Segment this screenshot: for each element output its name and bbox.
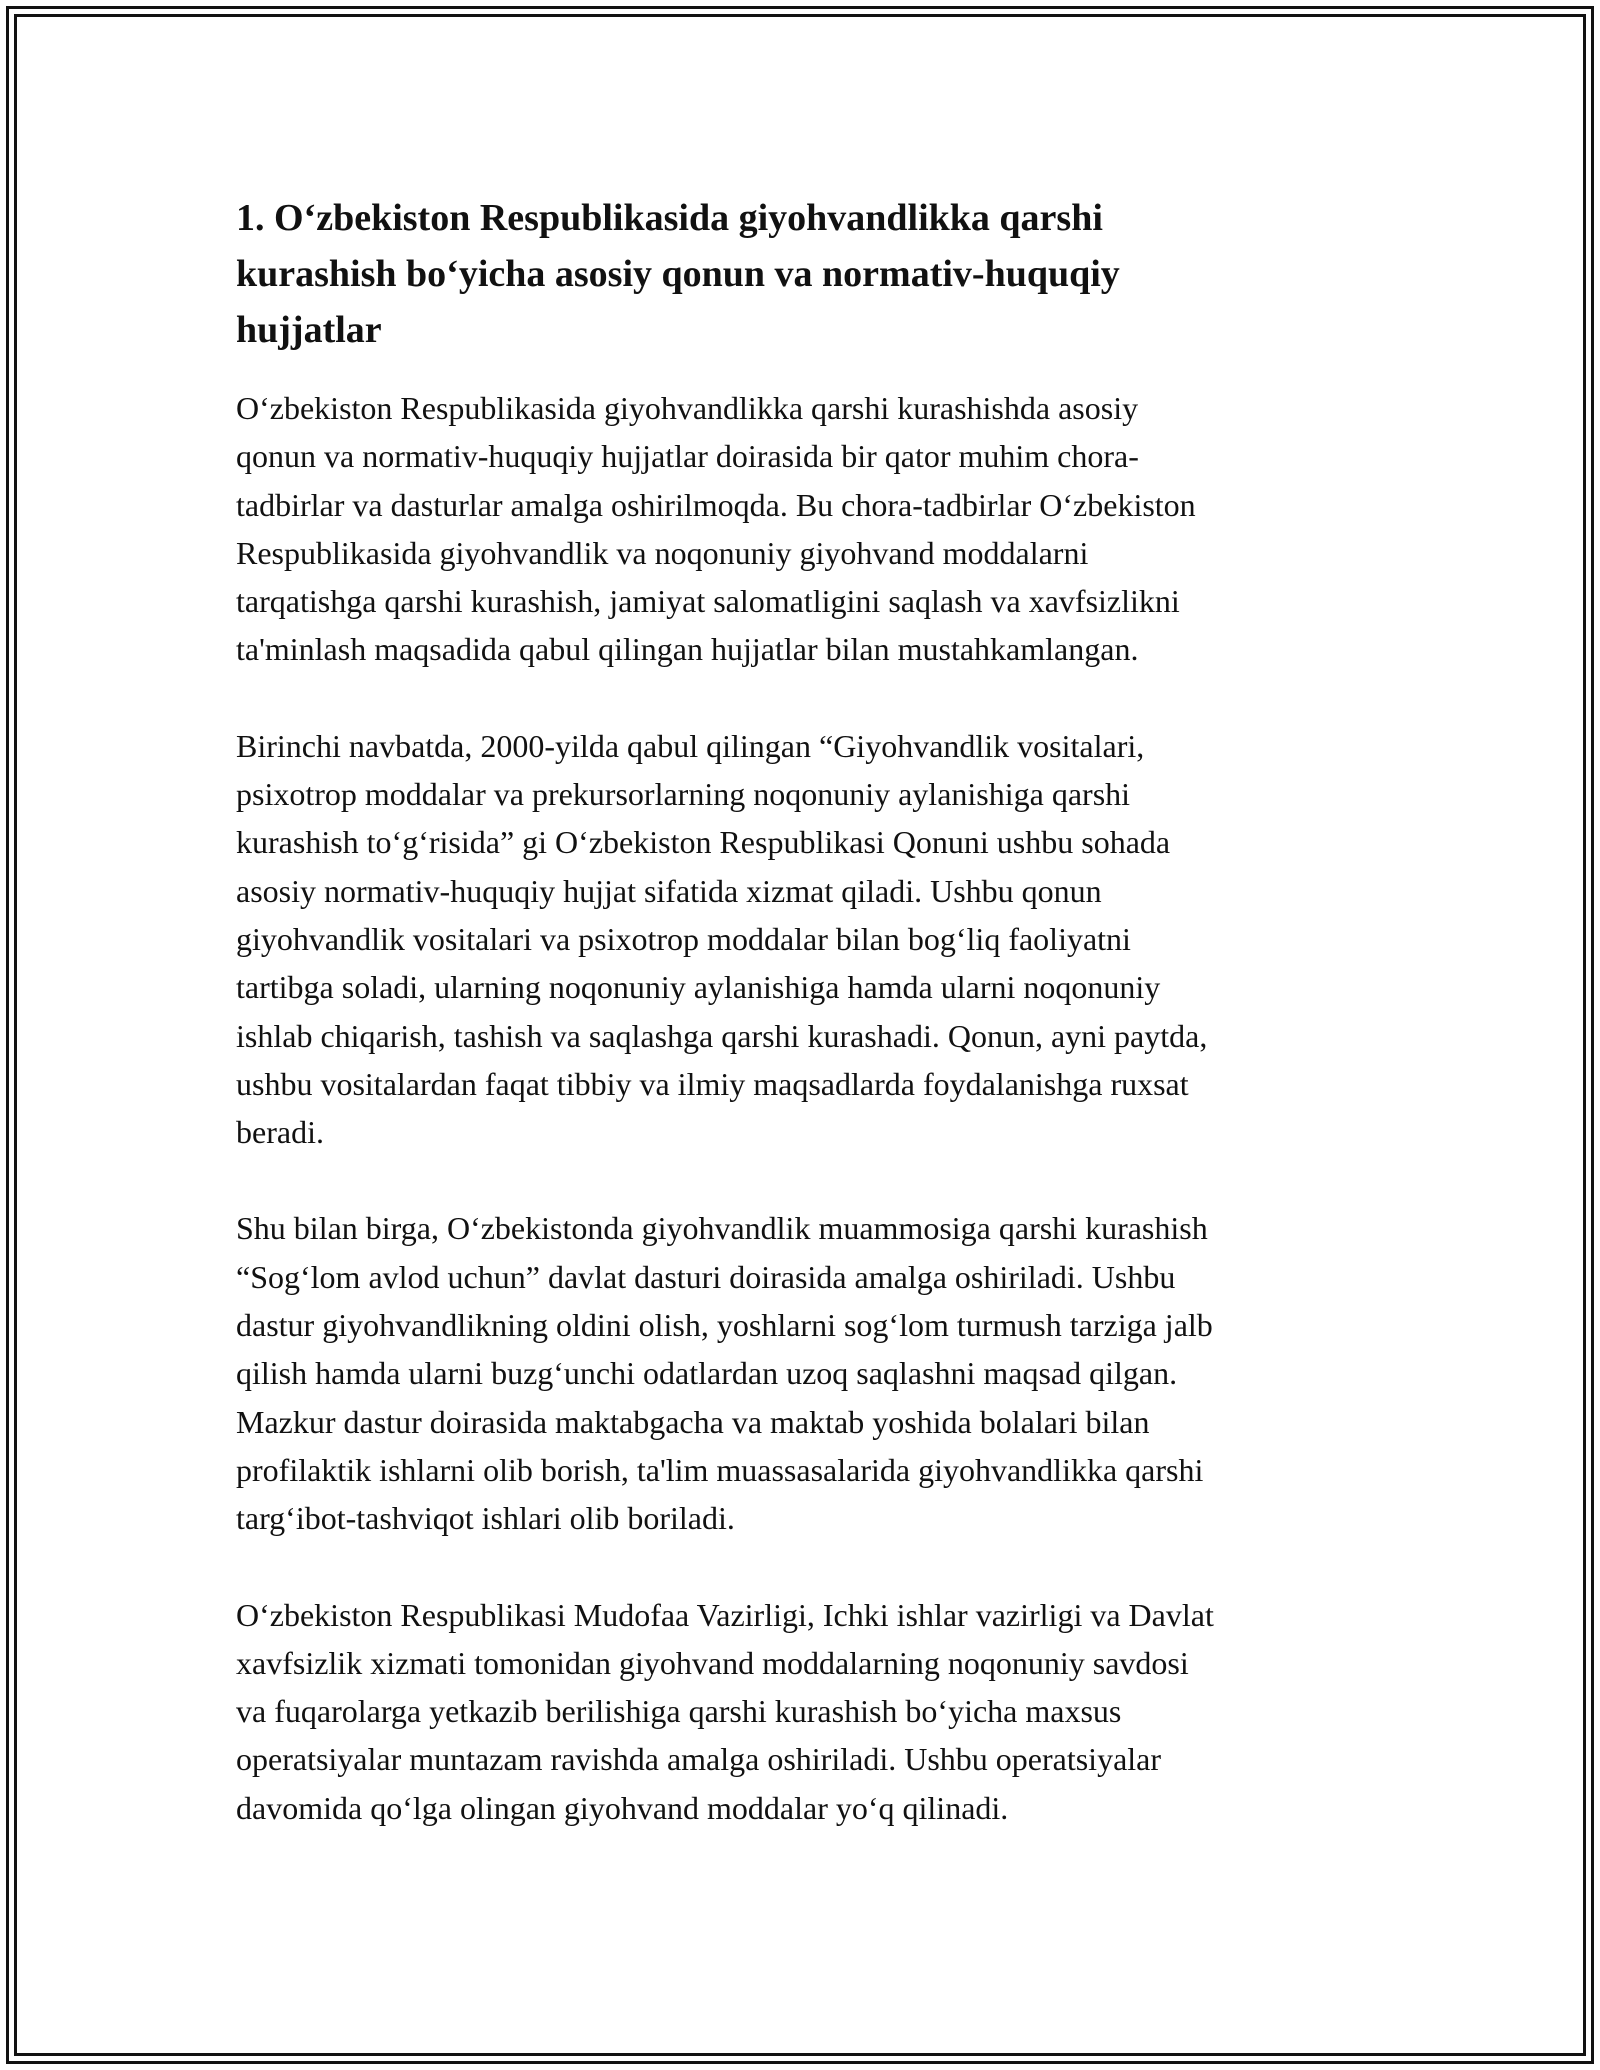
paragraph-line: ishlab chiqarish, tashish va saqlashga qarshi kurashadi. Qonun, ayni paytda, (236, 1017, 1208, 1054)
paragraph-law-2000 (236, 722, 1366, 1157)
paragraph-line: targ‘ibot-tashviqot ishlari olib boriladi. (236, 1500, 735, 1537)
paragraph-line: O‘zbekiston Respublikasida giyohvandlikka qarshi kurashishda asosiy (236, 390, 1139, 426)
heading-line: kurashish bo‘yicha asosiy qonun va normativ-huquqiy (236, 253, 1120, 295)
paragraph-intro (236, 384, 1366, 674)
heading-line: hujjatlar (236, 309, 382, 351)
paragraph-line: tadbirlar va dasturlar amalga oshirilmoqda. Bu chora-tadbirlar O‘zbekiston (236, 486, 1196, 523)
paragraph-line: O‘zbekiston Respublikasi Mudofaa Vazirligi, Ichki ishlar vazirligi va Davlat (236, 1596, 1214, 1633)
paragraph-line: kurashish to‘g‘risida” gi O‘zbekiston Respublikasi Qonuni ushbu sohada (236, 824, 1171, 861)
paragraph-line: Mazkur dastur doirasida maktabgacha va maktab yoshida bolalari bilan (236, 1403, 1150, 1440)
paragraph-line: Shu bilan birga, O‘zbekistonda giyohvandlik muammosiga qarshi kurashish (236, 1210, 1208, 1247)
paragraph-line: qonun va normativ-huquqiy hujjatlar doirasida bir qator muhim chora- (236, 438, 1139, 475)
paragraph-line: beradi. (236, 1114, 324, 1151)
paragraph-operations (236, 1591, 1366, 1832)
paragraph-line: profilaktik ishlarni olib borish, ta'lim muassasalarida giyohvandlikka qarshi (236, 1451, 1204, 1488)
heading-line: 1. O‘zbekiston Respublikasida giyohvandlikka qarshi (236, 197, 1103, 239)
paragraph-line: operatsiyalar muntazam ravishda amalga oshiriladi. Ushbu operatsiyalar (236, 1741, 1162, 1778)
paragraph-line: giyohvandlik vositalari va psixotrop moddalar bilan bog‘liq faoliyatni (236, 920, 1131, 957)
paragraph-line: va fuqarolarga yetkazib berilishiga qarshi kurashish bo‘yicha maxsus (236, 1693, 1122, 1730)
paragraph-line: Respublikasida giyohvandlik va noqonuniy giyohvand moddalarni (236, 534, 1089, 571)
paragraph-line: Birinchi navbatda, 2000-yilda qabul qilingan “Giyohvandlik vositalari, (236, 727, 1145, 764)
paragraph-line: dastur giyohvandlikning oldini olish, yoshlarni sog‘lom turmush tarziga jalb (236, 1307, 1213, 1344)
paragraph-line: asosiy normativ-huquqiy hujjat sifatida xizmat qiladi. Ushbu qonun (236, 872, 1102, 909)
paragraph-line: ushbu vositalardan faqat tibbiy va ilmiy maqsadlarda foydalanishga ruxsat (236, 1065, 1189, 1102)
paragraph-line: tartibga soladi, ularning noqonuniy aylanishiga hamda ularni noqonuniy (236, 969, 1161, 1006)
paragraph-line: xavfsizlik xizmati tomonidan giyohvand moddalarning noqonuniy savdosi (236, 1644, 1189, 1681)
paragraph-state-program (236, 1204, 1366, 1542)
paragraph-line: tarqatishga qarshi kurashish, jamiyat salomatligini saqlash va xavfsizlikni (236, 583, 1180, 620)
paragraph-line: qilish hamda ularni buzg‘unchi odatlardan uzoq saqlashni maqsad qilgan. (236, 1355, 1178, 1392)
paragraph-line: ta'minlash maqsadida qabul qilingan hujjatlar bilan mustahkamlangan. (236, 631, 1139, 668)
paragraph-line: “Sog‘lom avlod uchun” davlat dasturi doirasida amalga oshiriladi. Ushbu (236, 1258, 1176, 1295)
document-body (236, 186, 1366, 1880)
paragraph-line: psixotrop moddalar va prekursorlarning noqonuniy aylanishiga qarshi (236, 776, 1131, 813)
paragraph-line: davomida qo‘lga olingan giyohvand moddalar yo‘q qilinadi. (236, 1789, 1009, 1826)
section-heading (236, 186, 1366, 358)
